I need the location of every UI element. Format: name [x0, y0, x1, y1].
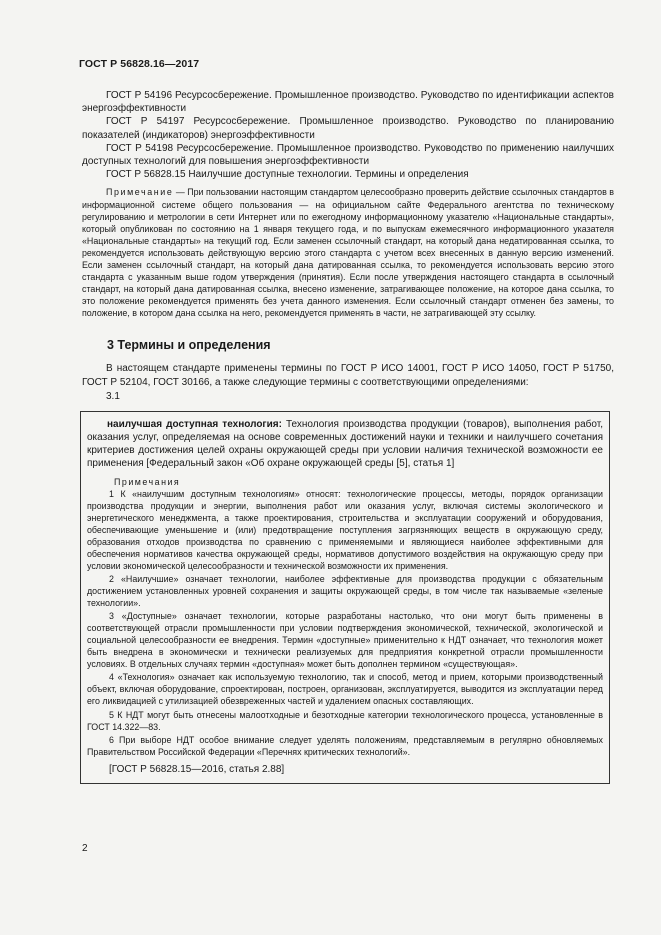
reference-item: ГОСТ Р 54197 Ресурсосбережение. Промышленное производство. Руководство по планированию показателей (индикаторов) энергоэффективности [82, 116, 614, 141]
references-note [82, 186, 614, 319]
term-note: 5 К НДТ могут быть отнесены малоотходные и безотходные категории технологического процесса, установленные в ГОСТ 14.322—83. [87, 709, 603, 732]
notes-title: Примечания [114, 476, 181, 487]
reference-item: ГОСТ Р 56828.15 Наилучшие доступные технологии. Термины и определения [106, 169, 469, 181]
term-definition [87, 418, 603, 471]
term-note: 4 «Технология» означает как используемую технологию, так и способ, метод и прием, которыми производственный объект, включая оборудование, спроектирован, построен, организован, эксплуатируется, выводится из эксплуатации перед его ликвидацией с утилизацией обезвреженных частей и удалением опасных составляющих. [87, 672, 603, 707]
page-body [82, 89, 614, 784]
reference-item: ГОСТ Р 54198 Ресурсосбережение. Промышленное производство. Руководство по применению наилучших доступных технологий для повышения энергоэффективности [82, 142, 614, 168]
term-source: [ГОСТ Р 56828.15—2016, статья 2.88] [109, 763, 285, 775]
term-number: 3.1 [106, 390, 120, 402]
term-name: наилучшая доступная технология: [107, 418, 282, 430]
term-note: 1 К «наилучшим доступным технологиям» относят: технологические процессы, методы, порядок организации производства продукции и энергии, выполнения работ или оказания услуг, включая системы экологического и энергетического менеджмента, а также проектирования, строительства и эксплуатации сооружений и оборудования, обеспечивающие уменьшение и (или) предотвращение поступления загрязняющих веществ в окружающую среду, образования отходов производства по сравнению с применяемыми и являющиеся наиболее эффективными для обеспечения нормативов качества окружающей среды, нормативов допустимого воздействия на окружающую среду при условии экономической целесообразности и технической возможности их применения. [87, 488, 603, 571]
note-label: Примечание [106, 187, 174, 198]
running-header: ГОСТ Р 56828.16—2017 [79, 58, 200, 70]
term-note: 6 При выборе НДТ особое внимание следует уделять положениям, представляемым в регулярно обновляемых Правительством Российской Федерации «Перечнях критических технологий». [87, 734, 603, 757]
section-title: 3 Термины и определения [107, 338, 271, 353]
reference-item: ГОСТ Р 54196 Ресурсосбережение. Промышленное производство. Руководство по идентификации аспектов энергоэффективности [82, 90, 614, 115]
term-note: 3 «Доступные» означает технологии, которые разработаны настолько, что они могут быть применены в соответствующей отрасли промышленности при условии подтверждения экономической, технической, экологической и социальной целесообразности ее внедрения. Термин «доступные» применительно к НДТ означает, что технология может быть внедрена в экономически и технически реализуемых для предприятия конкретной отрасли промышленности условиях. В отдельных случаях термин «доступная» может быть дополнен термином «существующая». [87, 611, 603, 670]
term-definition-text: Технология производства продукции (товаров), выполнения работ, оказания услуг, определяемая на основе современных достижений науки и техники и наилучшего сочетания критериев достижения целей охраны окружающей среды при условии наличия технической возможности ее применения [Федеральный закон «Об охране окружающей среды [5], статья 1] [87, 418, 603, 470]
page-number: 2 [82, 843, 88, 854]
term-definition-box [80, 411, 610, 784]
note-text: — При пользовании настоящим стандартом целесообразно проверить действие ссылочных стандартов в информационной системе общего пользования — на официальном сайте Федерального агентства по техническому регулированию и метрологии в сети Интернет или по ежегодному информационному указателю «Национальные стандарты», который опубликован по состоянию на 1 января текущего года, и по выпускам ежемесячного информационного указателя «Национальные стандарты» на текущий год. Если заменен ссылочный стандарт, на который дана недатированная ссылка, то рекомендуется использовать действующую версию этого стандарта с учетом всех внесенных в данную версию изменений. Если заменен ссылочный стандарт, на который дана датированная ссылка, то рекомендуется использовать версию этого стандарта с указанным выше годом утверждения (принятия). Если после утверждения настоящего стандарта в ссылочный стандарт, на который дана датированная ссылка, внесено изменение, затрагивающее положение, на которое дана ссылка, то это положение рекомендуется применять без учета данного изменения. Если ссылочный стандарт отменен без замены, то положение, в котором дана ссылка на него, рекомендуется применять в части, не затрагивающей эту ссылку. [82, 187, 614, 319]
section-intro: В настоящем стандарте применены термины по ГОСТ Р ИСО 14001, ГОСТ Р ИСО 14050, ГОСТ Р 51750, ГОСТ Р 52104, ГОСТ 30166, а также следующие термины с соответствующими определениями: [82, 363, 614, 388]
term-note: 2 «Наилучшие» означает технологии, наиболее эффективные для производства продукции с обязательным достижением установленных уровней сохранения и защиты окружающей среды, в том числе так называемые «зеленые технологии». [87, 574, 603, 609]
